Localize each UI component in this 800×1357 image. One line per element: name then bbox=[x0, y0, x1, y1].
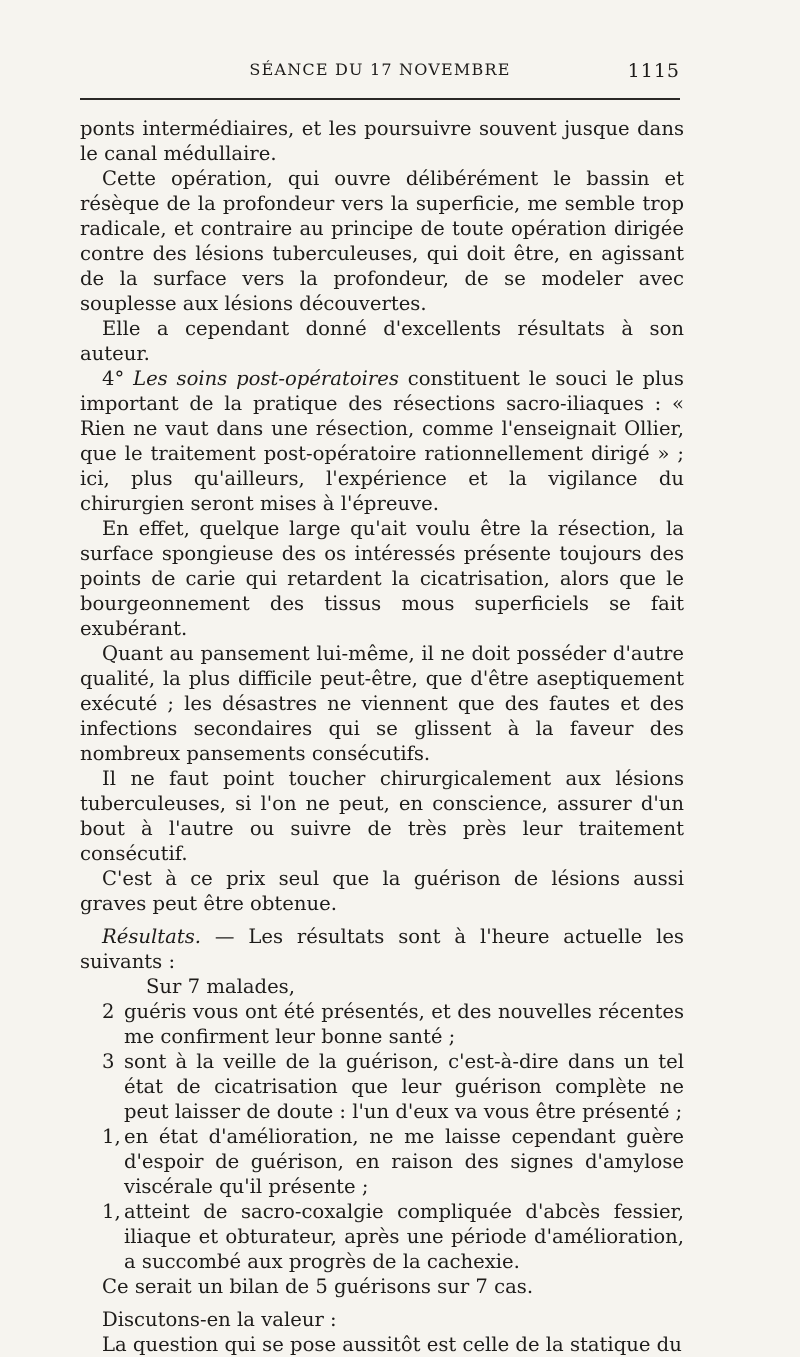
list-item bbox=[80, 1199, 684, 1274]
bilan-line: Ce serait un bilan de 5 guérisons sur 7 cas. bbox=[102, 1275, 534, 1298]
paragraph-5: En effet, quelque large qu'ait voulu être la résection, la surface spongieuse des os intéressés présente toujours des points de carie qui retardent la cicatrisation, alors que le bourgeonnement des tissus mous superficiels se fait exubérant. bbox=[80, 517, 684, 640]
list-item-text: en état d'amélioration, ne me laisse cependant guère d'espoir de guérison, en raison des signes d'amylose viscérale qu'il présente ; bbox=[124, 1125, 684, 1198]
list-item-text: atteint de sacro-coxalgie compliquée d'abcès fessier, iliaque et obturateur, après une période d'amélioration, a succombé aux progrès de la cachexie. bbox=[124, 1200, 684, 1273]
list-item-number: 2 bbox=[102, 1000, 115, 1023]
list-item-number: 1, bbox=[102, 1125, 121, 1148]
header-rule bbox=[80, 98, 680, 100]
list-item-number: 1, bbox=[102, 1200, 121, 1223]
paragraph-3: Elle a cependant donné d'excellents résultats à son auteur. bbox=[80, 317, 684, 365]
list-item bbox=[80, 1049, 684, 1124]
list-item bbox=[80, 1124, 684, 1199]
paragraph-2: Cette opération, qui ouvre délibérément le bassin et résèque de la profondeur vers la superficie, me semble trop radicale, et contraire au principe de toute opération dirigée contre des lésions tuberculeuses, qui doit être, en agissant de la surface vers la profondeur, de se modeler avec souplesse aux lésions découvertes. bbox=[80, 167, 684, 315]
results-intro bbox=[80, 924, 684, 974]
list-item-number: 3 bbox=[102, 1050, 115, 1073]
sur-line: Sur 7 malades, bbox=[146, 975, 295, 998]
paragraph-7: Il ne faut point toucher chirurgicalement aux lésions tuberculeuses, si l'on ne peut, en conscience, assurer d'un bout à l'autre ou suivre de très près leur traitement consécutif. bbox=[80, 767, 684, 865]
section-number: 4° bbox=[102, 367, 134, 390]
discutons-line: Discutons-en la valeur : bbox=[102, 1308, 337, 1331]
section-title: Les soins post-opératoires bbox=[133, 367, 399, 390]
paragraph-6: Quant au pansement lui-même, il ne doit posséder d'autre qualité, la plus difficile peut-être, que d'être aseptiquement exécuté ; les désastres ne viennent que des fautes et des infections secondaires qui se glissent à la faveur des nombreux pansements consécutifs. bbox=[80, 642, 684, 765]
page-body bbox=[80, 116, 684, 1357]
page-header bbox=[80, 60, 680, 88]
paragraph-1: ponts intermédiaires, et les poursuivre souvent jusque dans le canal médullaire. bbox=[80, 117, 684, 165]
results-text: — Les résultats sont à l'heure actuelle les suivants : bbox=[80, 925, 684, 973]
paragraph-4 bbox=[80, 366, 684, 516]
paragraph-4-text: constituent le souci le plus important de la pratique des résections sacro-iliaques : « Rien ne vaut dans une résection, comme l'enseignait Ollier, que le traitement post-opératoire rationnellement dirigé » ; ici, plus qu'ailleurs, l'expérience et la vigilance du chirurgien seront mises à l'épreuve. bbox=[80, 367, 684, 515]
list-item-text: sont à la veille de la guérison, c'est-à-dire dans un tel état de cicatrisation que leur guérison complète ne peut laisser de doute : l'un d'eux va vous être présenté ; bbox=[124, 1050, 684, 1123]
last-line: La question qui se pose aussitôt est celle de la statique du bbox=[102, 1333, 682, 1356]
paragraph-8: C'est à ce prix seul que la guérison de lésions aussi graves peut être obtenue. bbox=[80, 867, 684, 915]
list-item-text: guéris vous ont été présentés, et des nouvelles récentes me confirment leur bonne santé ; bbox=[124, 1000, 684, 1048]
page-number: 1115 bbox=[627, 60, 680, 82]
running-title: SÉANCE DU 17 NOVEMBRE bbox=[249, 60, 511, 79]
list-item bbox=[80, 999, 684, 1049]
results-label: Résultats. bbox=[102, 925, 202, 948]
